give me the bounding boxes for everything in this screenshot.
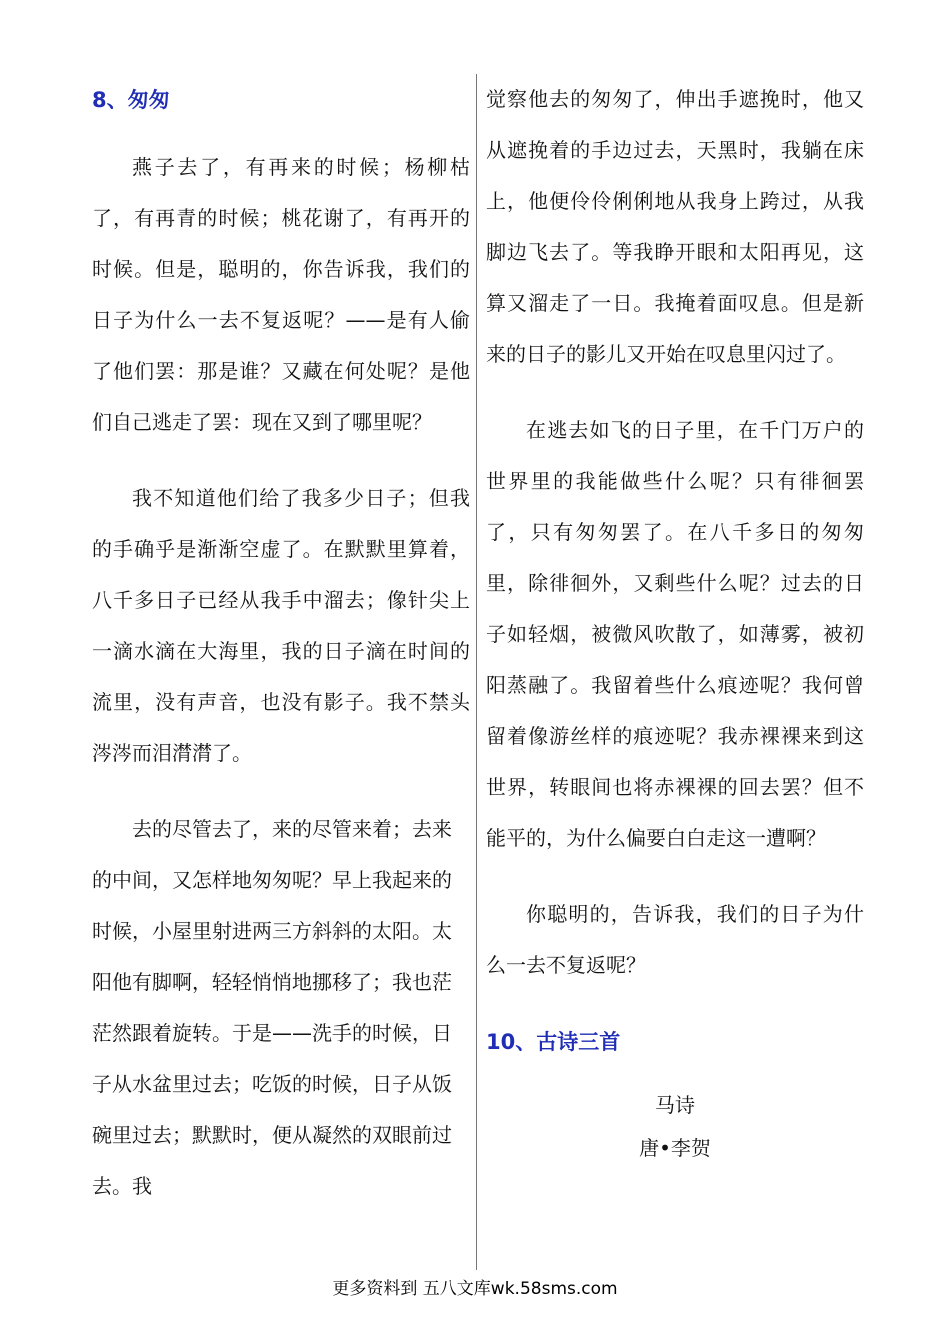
poem-author: 唐•李贺 [639,1136,711,1160]
paragraph: 在逃去如飞的日子里，在千门万户的世界里的我能做些什么呢？只有徘徊罢了，只有匆匆罢了。在八千多日的匆匆里，除徘徊外，又剩些什么呢？过去的日子如轻烟，被微风吹散了，如薄雾，被初阳蒸融了。我留着些什么痕迹呢？我何曾留着像游丝样的痕迹呢？我赤裸裸来到这世界，转眼间也将赤裸裸的回去罢？但不能平的，为什么偏要白白走这一遭啊？ [486,418,864,850]
paragraph: 去的尽管去了，来的尽管来着；去来的中间，又怎样地匆匆呢？早上我起来的时候，小屋里射进两三方斜斜的太阳。太阳他有脚啊，轻轻悄悄地挪移了；我也茫茫然跟着旋转。于是——洗手的时候，日子从水盆里过去；吃饭的时候，日子从饭碗里过去；默默时，便从凝然的双眼前过去。我 [92,817,452,1198]
paragraph: 我不知道他们给了我多少日子；但我的手确乎是渐渐空虚了。在默默里算着，八千多日子已经从我手中溜去；像针尖上一滴水滴在大海里，我的日子滴在时间的流里，没有声音，也没有影子。我不禁头涔涔而泪潸潸了。 [92,486,470,765]
paragraph: 你聪明的，告诉我，我们的日子为什么一去不复返呢？ [486,902,864,977]
column-divider [476,74,477,1270]
section-heading-ancient-poems: 10、古诗三首 [486,1030,621,1054]
right-column [486,74,864,1170]
left-column [92,74,470,1212]
paragraph-continued: 觉察他去的匆匆了，伸出手遮挽时，他又从遮挽着的手边过去，天黑时，我躺在床上，他便伶伶俐俐地从我身上跨过，从我脚边飞去了。等我睁开眼和太阳再见，这算又溜走了一日。我掩着面叹息。但是新来的日子的影儿又开始在叹息里闪过了。 [486,87,864,366]
paragraph: 燕子去了，有再来的时候；杨柳枯了，有再青的时候；桃花谢了，有再开的时候。但是，聪明的，你告诉我，我们的日子为什么一去不复返呢？——是有人偷了他们罢：那是谁？又藏在何处呢？是他们自己逃走了罢：现在又到了哪里呢？ [92,155,470,434]
section-heading-cong-cong: 8、匆匆 [92,88,170,112]
footer-watermark: 更多资料到 五八文库wk.58sms.com [332,1279,618,1299]
poem-title: 马诗 [655,1093,695,1117]
